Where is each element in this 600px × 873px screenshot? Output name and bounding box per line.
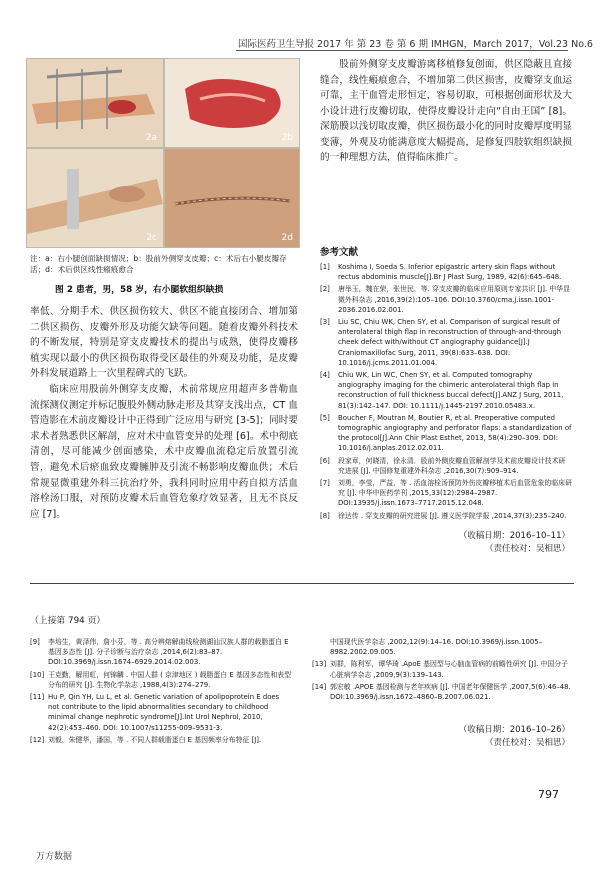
received-block-2: [450, 724, 570, 750]
references-list: [320, 262, 572, 523]
section-separator: [30, 583, 574, 584]
leg-fixator-illustration: [27, 59, 163, 147]
ref-number: [6]: [320, 456, 330, 465]
footer-watermark: 万方数据: [36, 852, 73, 862]
reference-item: [30, 735, 292, 745]
continuation-note: （上接第 794 页）: [30, 616, 106, 626]
reference-item: [320, 370, 572, 411]
panel-tag: 2b: [281, 133, 293, 143]
running-header: 国际医药卫生导报 2017 年 第 23 卷 第 6 期 IMHGN，March 2017，Vol.23 No.6: [238, 39, 593, 50]
received-block: [450, 530, 570, 556]
ref-number: [9]: [30, 638, 40, 646]
ref-number: [3]: [320, 318, 330, 327]
ref-number: [312, 637, 330, 657]
panel-tag: 2c: [146, 233, 157, 243]
ref-number: [2]: [320, 285, 330, 294]
reference-item: [320, 413, 572, 454]
page-number: 797: [538, 788, 559, 801]
ref-number: [4]: [320, 371, 330, 380]
reference-item: [312, 637, 574, 657]
ref-number: [8]: [320, 511, 330, 520]
reference-item: [30, 670, 292, 690]
ref-text: 徐达传 . 穿支皮瓣的研究进展 [J]. 遵义医学院学报 ,2014,37(3):235–240.: [338, 511, 567, 520]
right-column-body: [320, 57, 572, 166]
healed-leg-illustration: [27, 149, 163, 247]
ref-text: 唐举玉，魏在荣，张世民，等. 穿支皮瓣的临床应用原则专家共识 [J]. 中华显微外科杂志 ,2016,39(2):105–106. DOI:10.3760/cma.j.issn.1001-2036.2016.02.001.: [338, 285, 570, 314]
ref-text: 刘毅，朱健华，潘国，等 . 不同人群载脂蛋白 E 基因频率分布特征 [J].: [48, 735, 262, 744]
ref-text: Hu P, Qin YH, Lu L, et al. Genetic variation of apolipoprotein E does not contribute to the lipid abnormalities secondary to childhood minimal change nephrotic syndrome[J].Int Urol Nephrol, 2010, 42(2):453–460. DOI: 10.1007/s11255-009–9531-3.: [48, 693, 280, 732]
ref-text: 郭宏敏 .APOE 基因检测与老年疾病 [J]. 中国老年保健医学 ,2007,5(6):46–48. DOI:10.3969/j.issn.1672–4860–B.2007.06.021.: [330, 682, 571, 702]
ref-text: 刘勇，李莹，严益，等 . 活血溶栓汤预防外伤皮瓣移植术后血管危象的临床研究 [J]. 中华中医药学刊 ,2015,33(12):2984–2987. DOI:13935/j.issn.1673–7717.2015.12.048.: [338, 479, 572, 508]
panel-tag: 2a: [145, 133, 157, 143]
paragraph: 临床应用股前外侧穿支皮瓣，术前常规应用超声多普勒血流探测仪测定并标记腹股外侧动脉走形及其穿支浅出点，CT 血管造影在术前皮瓣设计中正得到广泛应用与研究 [3-5]；同时要求术者熟悉供区解剖，应对术中血管变异的处理 [6]。术中彻底清创，尽可能减少创面感染，术中皮瓣血流稳定后放置引流管，避免术后瘀血致皮瓣臃肿及引流不畅影响皮瓣血供；术后常规显微重建外科三抗治疗外，我科同时应用中药自拟方活血溶栓汤口服，对预防皮瓣术后血管危象疗效显著，且无不良反应 [7]。: [30, 383, 298, 520]
paragraph: 股前外侧穿支皮瓣游离移植修复创面，供区隐蔽且直接缝合，线性瘢痕愈合，不增加第二供区损害，皮瓣穿支血运可靠，主干血管走形恒定，容易切取，可根据创面形状及大小设计进行皮瓣切取，使得皮瓣设计走向“自由王国” [8]。深筋膜以浅切取皮瓣，供区损伤最小化的同时皮瓣厚度明显变薄，外观及功能满意度大幅提高，是修复四肢软组织缺损的一种理想方法，值得临床推广。: [320, 59, 572, 163]
ref-text: Koshima I, Soeda S. Inferior epigastric artery skin flaps without rectus abdominis muscle[J].Br J Plast Surg, 1989, 42(6):645–648.: [338, 263, 562, 282]
continued-references-right: [312, 637, 574, 704]
ref-number: [7]: [320, 479, 330, 488]
references-heading: 参考文献: [320, 247, 359, 258]
reference-item: [30, 637, 292, 668]
figure-caption: 图 2 患者，男，58 岁，右小腿软组织缺损: [55, 285, 224, 295]
ref-number: [13]: [312, 660, 327, 669]
ref-number: [1]: [320, 263, 330, 271]
scar-illustration: [165, 149, 299, 247]
ref-number: [11]: [30, 693, 45, 702]
received-date: （收稿日期：2016–10–11）: [458, 531, 570, 541]
reference-item: [30, 692, 292, 733]
ref-text: 刘群，陈利军，谭华琦 .ApoE 基因型与心脑血管病的前瞻性研究 [J]. 中国分子心脏病学杂志 ,2009,9(3):139–143.: [330, 660, 569, 679]
flap-illustration: [165, 59, 299, 147]
ref-text: 王克勤，解用虹，何锦麟 . 中国人群 ( 京津地区 ) 载脂蛋白 E 基因多态性和表型分布的研究 [J]. 生物化学杂志 ,1988,4(3):274–279.: [48, 670, 292, 689]
reference-item: [320, 317, 572, 368]
figure-note: 注：a：右小腿创面缺损情况；b：股前外侧穿支皮瓣；c：术后右小腿皮瓣存活；d：术后供区线性瘢痕愈合: [30, 254, 287, 274]
header-rule: [236, 50, 568, 51]
ref-number: [14]: [312, 682, 327, 691]
panel-tag: 2d: [281, 233, 293, 243]
reference-item: [320, 284, 572, 315]
proofreader: （责任校对：吴相思）: [484, 738, 570, 748]
paragraph: 率低、分期手术、供区损伤较大、供区不能直接闭合、增加第二供区损伤、皮瓣外形及功能欠缺等问题。随着皮瓣外科技术的不断发展，特别是穿支皮瓣技术的提出与成熟，使得皮瓣移植实现以最小的供区损伤取得受区最佳的外观及功能，是皮瓣外科发展道路上一次里程碑式的飞跃。: [30, 306, 298, 380]
ref-number: [10]: [30, 670, 45, 679]
ref-text: Chiu WK, Lin WC, Chen SY, et al. Computed tomography angiography imaging for the chimeric anterolateral thigh flap in reconstruction of full thickness buccal defect[J].ANZ J Surg, 2011, 81(3):142–147. DOI: 10.1111/j.1445-2197.2010.05483.x.: [338, 371, 564, 410]
ref-text: 段家章，何晓清，徐永清．股前外侧皮瓣血管解剖学及术前皮瓣设计技术研究进展 [J]. 中国修复重建外科杂志 ,2016,30(7):909–914.: [338, 456, 566, 475]
ref-text: 中国现代医学杂志 ,2002,12(9):14–16. DOI:10.3969/j.issn.1005–8982.2002.09.005.: [330, 638, 543, 657]
reference-item: [320, 478, 572, 509]
reference-item: [320, 511, 572, 521]
ref-text: Boucher F, Moutran M, Boutier R, et al. Preoperative computed tomographic angiography and perforator flaps: a standardization of the protocol[J].Ann Chir Plast Esthet, 2013, 58(4):290–309. DOI: 10.1016/j.anplas.2012.02.011.: [338, 413, 572, 453]
continued-references-left: [30, 637, 292, 747]
ref-number: [5]: [320, 413, 330, 422]
reference-item: [320, 456, 572, 476]
photo-panel-2c: [26, 148, 164, 248]
ref-text: 李培生，黄泽伟，詹小芬，等 . 高分辨熔解曲线检测湖汕汉族人群的载脂蛋白 E 基因多态性 [J]. 分子诊断与治疗杂志 ,2014,6(2):83–87. DOI:10.3969/j.issn.1674–6929.2014.02.003.: [48, 638, 289, 667]
photo-panel-2d: [164, 148, 300, 248]
proofreader: （责任校对：吴相思）: [484, 544, 570, 554]
reference-item: [312, 659, 574, 679]
photo-panel-2b: [164, 58, 300, 148]
photo-panel-2a: [26, 58, 164, 148]
left-column-body: [30, 304, 298, 522]
reference-item: [312, 682, 574, 702]
ref-text: Liu SC, Chiu WK, Chen SY, et al. Comparison of surgical result of anterolateral thigh flap in reconstruction of through-and-through cheek defect with/without CT angiography guidance[J].J Craniomaxillofac Surg, 2011, 39(8):633–638. DOI: 10.1016/j.jcms.2011.01.004.: [338, 318, 562, 367]
ref-number: [12]: [30, 735, 45, 744]
reference-item: [320, 262, 572, 282]
received-date: （收稿日期：2016–10–26）: [458, 725, 570, 735]
